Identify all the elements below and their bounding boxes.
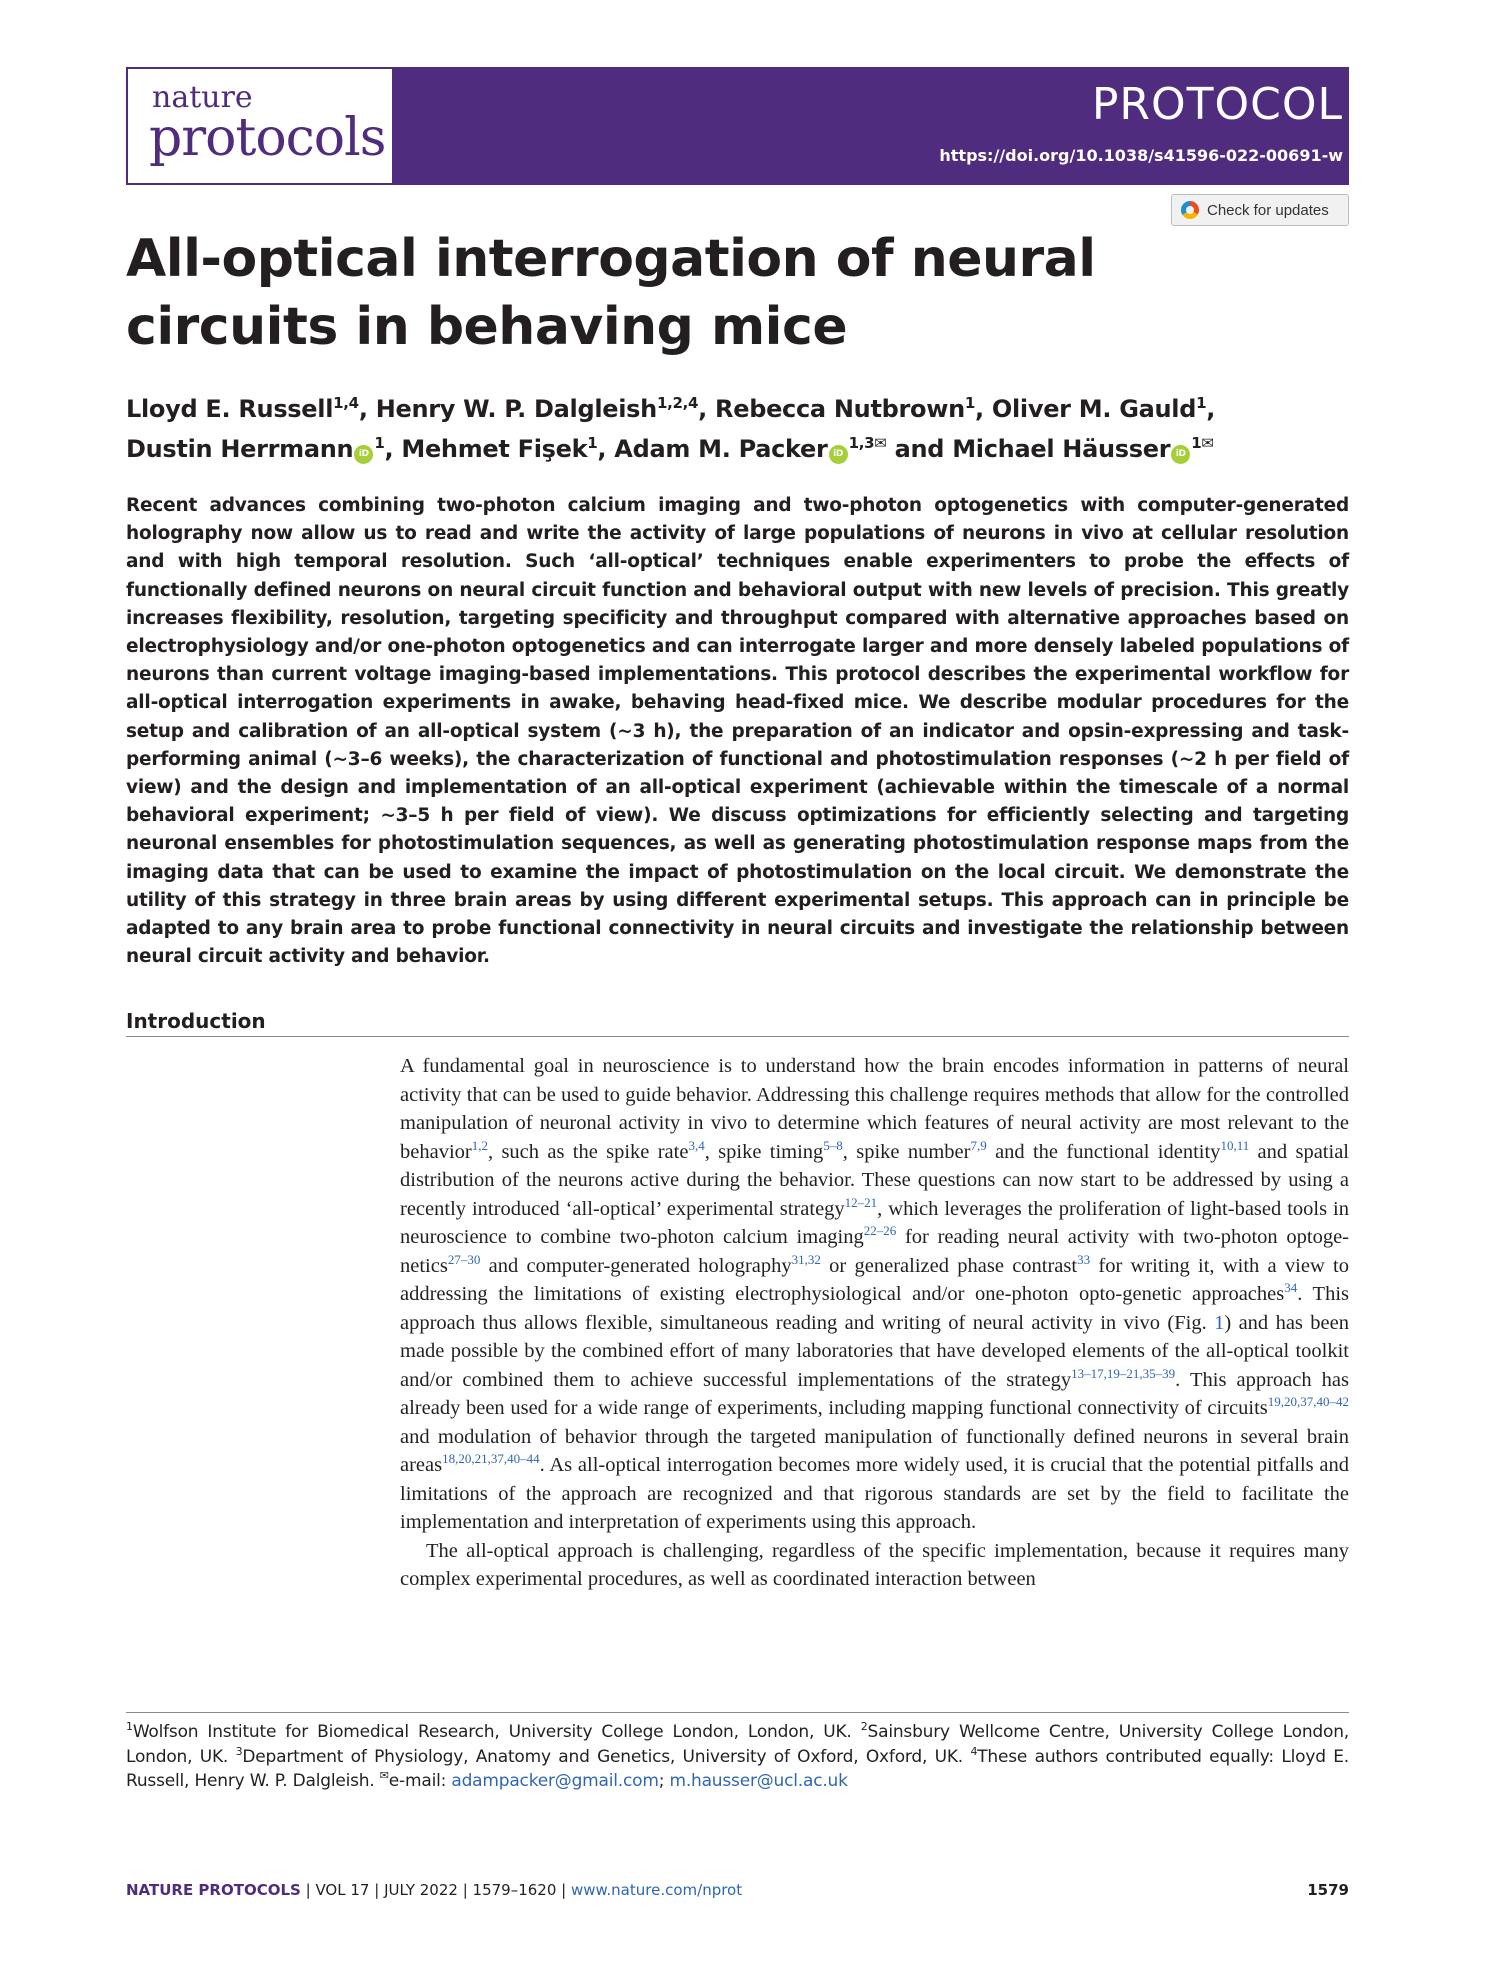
- author-name[interactable]: Adam M. Packer: [614, 435, 828, 463]
- page-number: 1579: [1307, 1881, 1349, 1899]
- author-name[interactable]: Oliver M. Gauld: [991, 395, 1197, 423]
- article-title: All-optical interrogation of neural circuits in behaving mice: [126, 229, 1096, 357]
- citation-link[interactable]: 22–26: [863, 1223, 897, 1238]
- citation-link[interactable]: 18,20,21,37,40–44: [442, 1451, 540, 1466]
- citation-link[interactable]: 34: [1284, 1280, 1298, 1295]
- citation-link[interactable]: 13–17,19–21,35–39: [1071, 1365, 1176, 1381]
- paragraph: The all-optical approach is challenging, regardless of the specific implementation, because it requires many complex experimental procedures, as well as coordinated interaction between: [400, 1539, 1349, 1590]
- citation-link[interactable]: 12–21: [844, 1194, 878, 1210]
- introduction-body: [400, 1052, 1349, 1594]
- article-type-label: PROTOCOL: [1091, 79, 1343, 130]
- orcid-icon[interactable]: iD: [1171, 445, 1190, 464]
- affiliations-footnote: $^1$Wolfson Institute for Biomedical Research, University College London, London, UK. $^2$Sainsbury Wellcome Centre, University College London, London, UK. $^3$Department of Physiology, Anatomy and Genetics, University of Oxford, Oxford, UK. $^4$These authors contributed equally: Lloyd E. Russell, Henry W. P. Dalgleish. ✉e-mail: adampacker@gmail.com; m.hausser@ucl.ac.uk: [126, 1720, 1350, 1791]
- author-affiliation: 1,4: [333, 394, 359, 412]
- author-affiliation: 1: [374, 434, 385, 452]
- author-affiliation: 1: [1196, 394, 1207, 412]
- check-for-updates-label: Check for updates: [1207, 201, 1329, 219]
- citation-link[interactable]: 27–30: [447, 1251, 481, 1267]
- citation-link[interactable]: 3,4: [688, 1137, 705, 1153]
- envelope-icon[interactable]: ✉: [1201, 434, 1214, 452]
- author-name[interactable]: Rebecca Nutbrown: [715, 395, 965, 423]
- logo-nature-text: nature: [152, 80, 253, 115]
- author-name[interactable]: Michael Häusser: [952, 435, 1171, 463]
- author-affiliation: 1,2,4: [656, 394, 699, 412]
- author-affiliation: 1,3: [848, 434, 875, 452]
- author-name[interactable]: Lloyd E. Russell: [126, 395, 334, 423]
- footer-journal-url[interactable]: www.nature.com/nprot: [570, 1881, 743, 1899]
- check-for-updates-button[interactable]: [1171, 194, 1349, 226]
- page-footer: NATURE PROTOCOLS | VOL 17 | JULY 2022 | 1579–1620 | www.nature.com/nprot: [126, 1881, 743, 1899]
- citation-link[interactable]: 31,32: [791, 1251, 821, 1267]
- citation-link[interactable]: 10,11: [1220, 1137, 1250, 1153]
- footer-journal: NATURE PROTOCOLS: [126, 1881, 301, 1899]
- orcid-icon[interactable]: iD: [354, 445, 373, 464]
- footnote-divider: [126, 1712, 1349, 1713]
- footer-issue: JULY 2022: [384, 1881, 458, 1899]
- citation-link[interactable]: 5–8: [823, 1137, 843, 1153]
- email-link[interactable]: m.hausser@ucl.ac.uk: [669, 1771, 848, 1791]
- abstract: Recent advances combining two-photon calcium imaging and two-photon optogenetics with computer-generated holography now allow us to read and write the activity of large populations of neurons in vivo at cellular resolution and with high temporal resolution. Such ‘all-optical’ techniques enable experimenters to probe the effects of functionally defined neurons on neural circuit function and behavioral output with new levels of precision. This greatly increases flexibility, resolution, targeting specificity and throughput compared with alternative approaches based on electrophysiology and/or one-photon optogenetics and can interrogate larger and more densely labeled populations of neurons than current voltage imaging-based implementations. This protocol describes the experimental workflow for all-optical interrogation experiments in awake, behaving head-fixed mice. We describe modular procedures for the setup and calibration of an all-optical system (~3 h), the preparation of an indicator and opsin-expressing and task-performing animal (~3–6 weeks), the characterization of functional and photostimulation responses (~2 h per field of view) and the design and implementation of an all-optical experiment (achievable within the timescale of a normal behavioral experiment; ~3–5 h per field of view). We discuss optimizations for efficiently selecting and targeting neuronal ensembles for photostimulation sequences, as well as generating photostimulation response maps from the imaging data that can be used to examine the impact of photostimulation on the local circuit. We demonstrate the utility of this strategy in three brain areas by using different experimental setups. This approach can in principle be adapted to any brain area to probe functional connectivity in neural circuits and investigate the relationship between neural circuit activity and behavior.: [126, 495, 1349, 968]
- doi-link[interactable]: https://doi.org/10.1038/s41596-022-00691-w: [939, 146, 1343, 165]
- logo-protocols-text: protocols: [149, 108, 386, 168]
- email-link[interactable]: adampacker@gmail.com: [451, 1771, 659, 1791]
- citation-link[interactable]: 33: [1077, 1251, 1091, 1267]
- author-name[interactable]: Dustin Herrmann: [126, 435, 354, 463]
- figure-link[interactable]: 1: [1214, 1311, 1225, 1334]
- author-conjunction: and: [894, 435, 945, 463]
- author-name[interactable]: Mehmet Fişek: [401, 435, 588, 463]
- envelope-icon[interactable]: ✉: [874, 434, 887, 452]
- section-heading: Introduction: [126, 1009, 266, 1033]
- author-name[interactable]: Henry W. P. Dalgleish: [375, 395, 657, 423]
- citation-link[interactable]: 7,9: [970, 1137, 987, 1153]
- citation-link[interactable]: 1,2: [471, 1137, 488, 1153]
- author-affiliation: 1: [1191, 434, 1202, 452]
- crossmark-icon: [1181, 201, 1199, 219]
- section-divider: [126, 1036, 1349, 1037]
- author-affiliation: 1: [587, 434, 598, 452]
- footer-pages: 1579–1620: [472, 1881, 557, 1899]
- footer-volume: VOL 17: [315, 1881, 370, 1899]
- journal-logo[interactable]: [126, 67, 394, 185]
- envelope-icon: ✉: [379, 1769, 389, 1782]
- citation-link[interactable]: 19,20,37,40–42: [1267, 1394, 1349, 1409]
- author-list: Lloyd E. Russell$^{1,4}$, Henry W. P. Dalgleish$^{1,2,4}$, Rebecca Nutbrown$^1$, Oliver M. Gauld$^1$, Dustin Herrmann $iD^1$, Mehmet Fişek$^1$, Adam M. Packer $iD^{1,3✉}$ and Michael Häusser $iD^{1✉}$: [126, 394, 1216, 463]
- paragraph: A fundamental goal in neuroscience is to understand how the brain encodes information in patterns of neural activity that can be used to guide behavior. Addressing this challenge requires methods that allow for the controlled manipulation of neuronal activity in vivo to determine which features of neural activity are most relevant to the behavior$^{1,2}$, such as the spike rate$^{3,4}$, spike timing$^{5-8}$, spike number$^{7,9}$ and the functional identity$^{10,11}$ and spatial distribution of the neurons active during the behavior. These questions can now start to be addressed by using a recently introduced ‘all-optical’ experimental strategy$^{12-21}$, which leverages the proliferation of light-based tools in neuroscience to combine two-photon calcium imaging$^{22-26}$ for reading neural activity with two-photon optoge-netics$^{27-30}$ and computer-generated holography$^{31,32}$ or generalized phase contrast$^{33}$ for writing it, with a view to addressing the limitations of existing electrophysiological and/or one-photon opto-genetic approaches$^{34}$. This approach thus allows flexible, simultaneous reading and writing of neural activity in vivo (Fig. 1) and has been made possible by the combined effort of many laboratories that have developed elements of the all-optical toolkit and/or combined them to achieve successful implementations of the strategy$^{13-17,19-21,35-39}$. This approach has already been used for a wide range of experiments, including mapping functional connectivity of circuits$^{19,20,37,40-42}$ and modulation of behavior through the targeted manipulation of functionally defined neurons in several brain areas$^{18,20,21,37,40-44}$. As all-optical interrogation becomes more widely used, it is crucial that the potential pitfalls and limitations of the approach are recognized and that rigorous standards are set by the field to facilitate the implementation and interpretation of experiments using this approach.: [400, 1055, 1349, 1533]
- author-affiliation: 1: [964, 394, 976, 412]
- orcid-icon[interactable]: iD: [829, 445, 848, 464]
